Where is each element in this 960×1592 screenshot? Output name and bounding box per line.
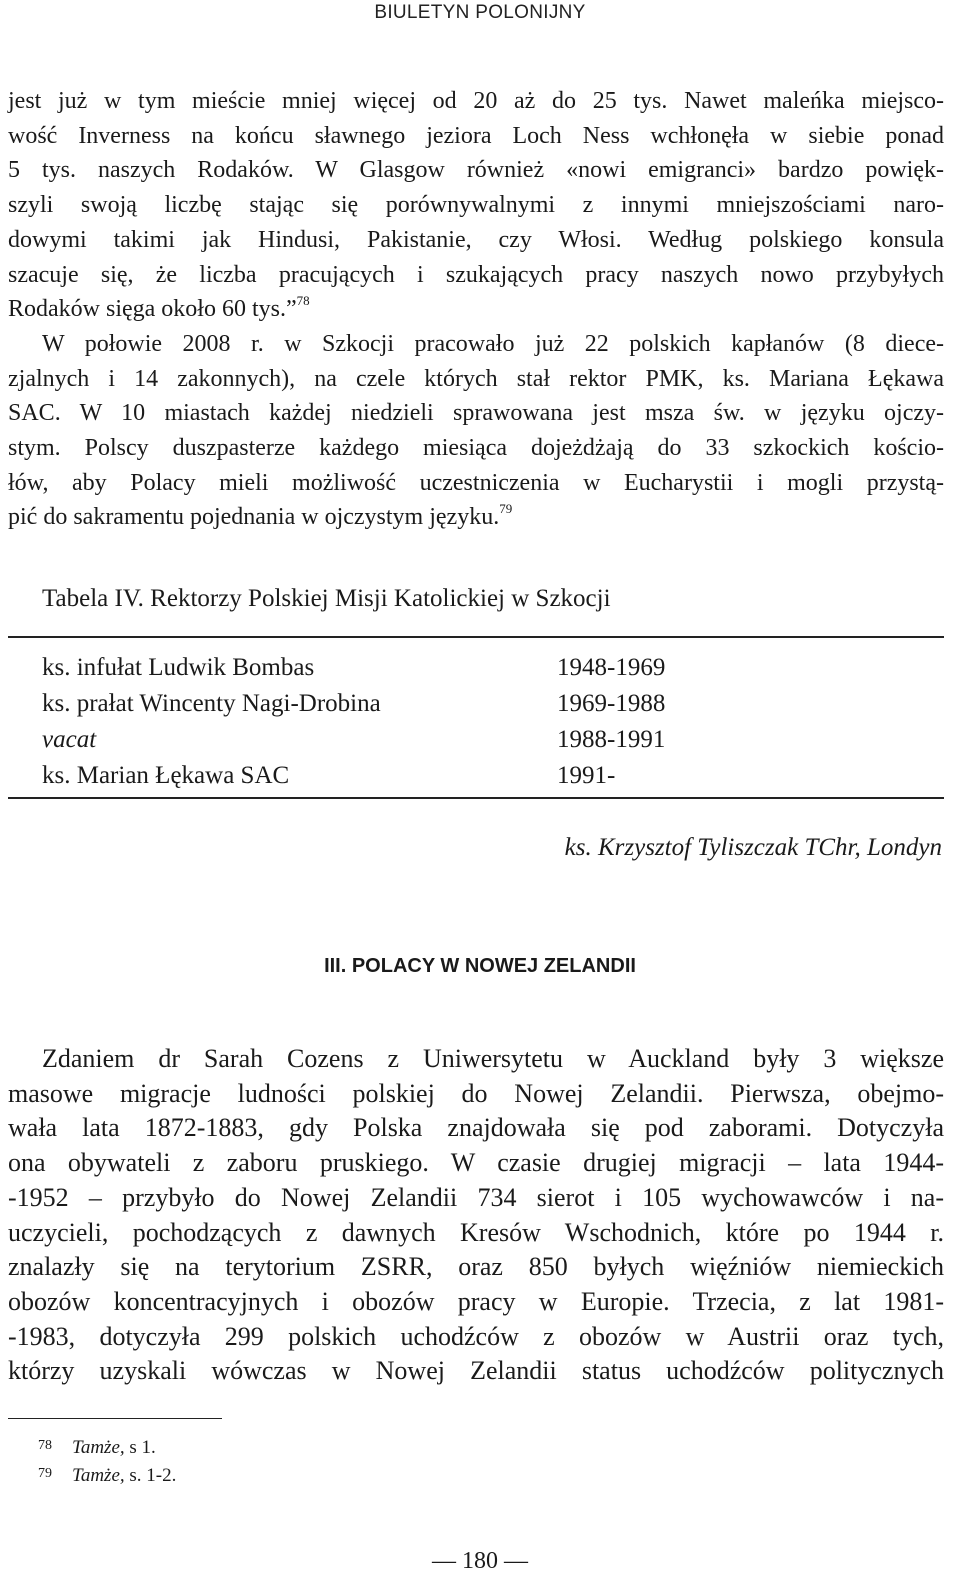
footnote bbox=[38, 1460, 176, 1488]
text-line: 5 tys. naszych Rodaków. W Glasgow również «nowi emigranci» bardzo powięk- bbox=[8, 157, 944, 184]
rector-name: ks. Marian Łękawa SAC bbox=[42, 762, 290, 789]
text-line-with-footnote bbox=[8, 292, 944, 327]
text-line: SAC. W 10 miastach każdej niedzieli sprawowana jest msza św. w języku ojczy- bbox=[8, 400, 944, 427]
text-line: jest już w tym mieście mniej więcej od 20 aż do 25 tys. Nawet maleńka miejsco- bbox=[8, 88, 944, 114]
table-top-rule bbox=[8, 636, 944, 638]
rectors-table bbox=[42, 650, 742, 794]
rector-years: 1948-1969 bbox=[557, 654, 666, 681]
footnotes-list bbox=[38, 1432, 176, 1488]
table-caption: Tabela IV. Rektorzy Polskiej Misji Katolickiej w Szkocji bbox=[42, 585, 611, 612]
table-row bbox=[42, 722, 742, 758]
text-line: dowymi takimi jak Hindusi, Pakistanie, czy Włosi. Według polskiego konsula bbox=[8, 226, 944, 253]
body-paragraph bbox=[8, 1042, 944, 1389]
section-heading: III. POLACY W NOWEJ ZELANDII bbox=[324, 955, 636, 977]
footnote-number: 78 bbox=[38, 1438, 52, 1453]
text-line: zjalnych i 14 zakonnych), na czele których stał rektor PMK, ks. Mariana Łękawa bbox=[8, 365, 944, 392]
author-signature: ks. Krzysztof Tyliszczak TChr, Londyn bbox=[564, 834, 942, 861]
body-paragraph-continuation bbox=[8, 84, 944, 535]
text-line: szacuje się, że liczba pracujących i szukających pracy naszych nowo przybyłych bbox=[8, 261, 944, 288]
text-line: stym. Polscy duszpasterze każdego miesiąca dojeżdżają do 33 szkockich kościo- bbox=[8, 435, 944, 462]
page-number: — 180 — bbox=[432, 1548, 528, 1574]
footnote-number: 79 bbox=[38, 1466, 52, 1481]
text-line: Rodaków sięga około 60 tys.” bbox=[8, 296, 297, 323]
footnote bbox=[38, 1432, 176, 1460]
text-line: szyli swoją liczbę stając się porównywalnymi z innymi mniejszościami naro- bbox=[8, 192, 944, 219]
text-line: którzy uzyskali wówczas w Nowej Zelandii status uchodźców politycznych bbox=[8, 1356, 944, 1386]
text-line: wała lata 1872-1883, gdy Polska znajdowała się pod zaborami. Dotyczyła bbox=[8, 1113, 944, 1143]
text-line: W połowie 2008 r. w Szkocji pracowało już 22 polskich kapłanów (8 diece- bbox=[42, 330, 944, 357]
footnote-separator bbox=[8, 1418, 222, 1419]
footnote-source: Tamże, bbox=[72, 1437, 125, 1458]
running-header: BIULETYN POLONIJNY bbox=[374, 2, 586, 23]
rector-years: 1988-1991 bbox=[557, 726, 666, 753]
table-row bbox=[42, 650, 742, 686]
text-line: Zdaniem dr Sarah Cozens z Uniwersytetu w Auckland były 3 większe bbox=[42, 1044, 944, 1073]
text-line: znalazły się na terytorium ZSRR, oraz 850 byłych więźniów niemieckich bbox=[8, 1252, 944, 1282]
text-line: pić do sakramentu pojednania w ojczystym języku. bbox=[8, 504, 500, 531]
text-line: masowe migracje ludności polskiej do Nowej Zelandii. Pierwsza, obejmo- bbox=[8, 1078, 944, 1108]
text-line: -1952 – przybyło do Nowej Zelandii 734 sierot i 105 wychowawców i na- bbox=[8, 1182, 944, 1212]
rector-years: 1969-1988 bbox=[557, 690, 666, 717]
footnote-source: Tamże, bbox=[72, 1465, 125, 1486]
table-bottom-rule bbox=[8, 797, 944, 799]
rector-years: 1991- bbox=[557, 762, 616, 789]
table-row bbox=[42, 758, 742, 794]
text-line: łów, aby Polacy mieli możliwość uczestniczenia w Eucharystii i mogli przystą- bbox=[8, 469, 944, 496]
footnote-detail: s. 1-2. bbox=[124, 1465, 177, 1486]
footnote-reference-79[interactable]: 79 bbox=[499, 501, 513, 517]
text-line-with-footnote bbox=[8, 500, 944, 535]
footnote-reference-78[interactable]: 78 bbox=[296, 293, 310, 309]
table-row bbox=[42, 686, 742, 722]
rector-name: ks. prałat Wincenty Nagi-Drobina bbox=[42, 690, 381, 717]
text-line: wość Inverness na końcu sławnego jeziora Loch Ness wchłonęła w siebie ponad bbox=[8, 122, 944, 149]
rector-name: ks. infułat Ludwik Bombas bbox=[42, 654, 315, 681]
footnote-detail: s 1. bbox=[124, 1437, 156, 1458]
text-line: ona obywateli z zaboru pruskiego. W czasie drugiej migracji – lata 1944- bbox=[8, 1148, 944, 1178]
text-line: -1983, dotyczyła 299 polskich uchodźców z obozów w Austrii oraz tych, bbox=[8, 1321, 944, 1351]
text-line: obozów koncentracyjnych i obozów pracy w Europie. Trzecia, z lat 1981- bbox=[8, 1286, 944, 1316]
rector-name: vacat bbox=[42, 726, 97, 753]
text-line: uczycieli, pochodzących z dawnych Kresów Wschodnich, które po 1944 r. bbox=[8, 1217, 944, 1247]
